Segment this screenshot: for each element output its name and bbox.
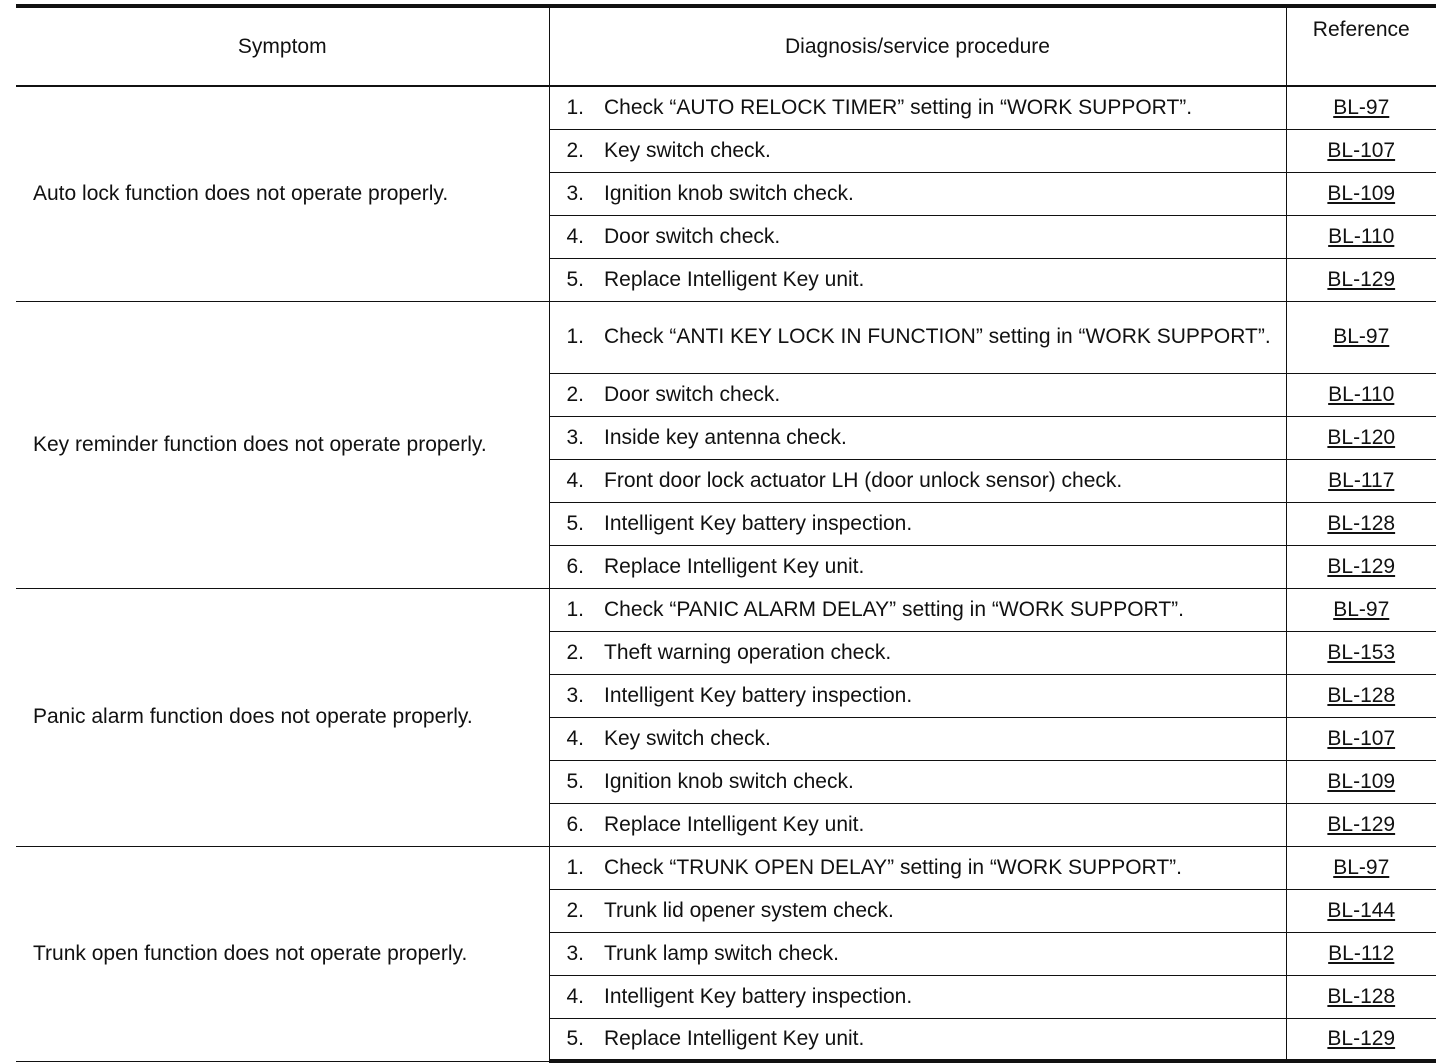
- step-text: Trunk lamp switch check.: [604, 932, 1286, 975]
- step-text: Ignition knob switch check.: [604, 760, 1286, 803]
- step-text: Replace Intelligent Key unit.: [604, 258, 1286, 301]
- step-text: Intelligent Key battery inspection.: [604, 975, 1286, 1018]
- step-text: Intelligent Key battery inspection.: [604, 502, 1286, 545]
- table-row: [16, 588, 1436, 631]
- reference-header: Reference: [1286, 6, 1436, 86]
- step-number: 1.: [549, 588, 604, 631]
- step-text: Door switch check.: [604, 215, 1286, 258]
- step-number: 1.: [549, 846, 604, 889]
- reference-link[interactable]: BL-117: [1328, 468, 1395, 492]
- reference-link[interactable]: BL-97: [1333, 597, 1390, 621]
- reference-cell: [1286, 373, 1436, 416]
- reference-cell: [1286, 129, 1436, 172]
- step-text: Check “AUTO RELOCK TIMER” setting in “WORK SUPPORT”.: [604, 86, 1286, 129]
- reference-cell: [1286, 975, 1436, 1018]
- step-number: 6.: [549, 545, 604, 588]
- reference-link[interactable]: BL-97: [1333, 855, 1390, 879]
- reference-cell: [1286, 889, 1436, 932]
- reference-link[interactable]: BL-109: [1327, 769, 1396, 793]
- step-text: Replace Intelligent Key unit.: [604, 803, 1286, 846]
- step-number: 2.: [549, 631, 604, 674]
- step-text: Check “TRUNK OPEN DELAY” setting in “WORK SUPPORT”.: [604, 846, 1286, 889]
- step-text: Key switch check.: [604, 717, 1286, 760]
- step-text: Check “PANIC ALARM DELAY” setting in “WORK SUPPORT”.: [604, 588, 1286, 631]
- reference-link[interactable]: BL-109: [1327, 181, 1396, 205]
- step-number: 1.: [549, 301, 604, 373]
- reference-cell: [1286, 459, 1436, 502]
- step-number: 3.: [549, 674, 604, 717]
- reference-link[interactable]: BL-110: [1328, 382, 1395, 406]
- symptom-cell: Auto lock function does not operate properly.: [16, 86, 549, 301]
- reference-cell: [1286, 760, 1436, 803]
- step-number: 5.: [549, 258, 604, 301]
- step-number: 2.: [549, 129, 604, 172]
- reference-link[interactable]: BL-97: [1333, 95, 1390, 119]
- step-text: Ignition knob switch check.: [604, 172, 1286, 215]
- table-row: [16, 846, 1436, 889]
- step-number: 3.: [549, 172, 604, 215]
- symptom-cell: Panic alarm function does not operate properly.: [16, 588, 549, 846]
- step-number: 4.: [549, 717, 604, 760]
- diagnosis-table: [16, 4, 1436, 1063]
- table-body: [16, 86, 1436, 1061]
- reference-cell: [1286, 846, 1436, 889]
- reference-link[interactable]: BL-129: [1327, 267, 1396, 291]
- step-number: 2.: [549, 373, 604, 416]
- reference-cell: [1286, 932, 1436, 975]
- step-number: 3.: [549, 932, 604, 975]
- procedure-header: Diagnosis/service procedure: [549, 6, 1286, 86]
- reference-link[interactable]: BL-129: [1327, 812, 1396, 836]
- step-text: Front door lock actuator LH (door unlock sensor) check.: [604, 459, 1286, 502]
- reference-cell: [1286, 803, 1436, 846]
- step-text: Trunk lid opener system check.: [604, 889, 1286, 932]
- step-text: Replace Intelligent Key unit.: [604, 1018, 1286, 1061]
- step-text: Replace Intelligent Key unit.: [604, 545, 1286, 588]
- step-number: 6.: [549, 803, 604, 846]
- reference-link[interactable]: BL-120: [1327, 425, 1396, 449]
- reference-cell: [1286, 588, 1436, 631]
- reference-cell: [1286, 416, 1436, 459]
- reference-cell: [1286, 172, 1436, 215]
- reference-cell: [1286, 86, 1436, 129]
- reference-cell: [1286, 301, 1436, 373]
- reference-cell: [1286, 215, 1436, 258]
- reference-link[interactable]: BL-97: [1333, 325, 1390, 348]
- header-row: [16, 6, 1436, 86]
- step-number: 1.: [549, 86, 604, 129]
- reference-cell: [1286, 1018, 1436, 1061]
- reference-link[interactable]: BL-110: [1328, 224, 1395, 248]
- reference-link[interactable]: BL-112: [1328, 941, 1395, 965]
- step-number: 3.: [549, 416, 604, 459]
- step-text: Key switch check.: [604, 129, 1286, 172]
- reference-cell: [1286, 674, 1436, 717]
- step-number: 4.: [549, 215, 604, 258]
- reference-link[interactable]: BL-128: [1327, 683, 1396, 707]
- step-number: 4.: [549, 975, 604, 1018]
- table-row: [16, 301, 1436, 373]
- step-text: Inside key antenna check.: [604, 416, 1286, 459]
- reference-cell: [1286, 631, 1436, 674]
- step-text: Intelligent Key battery inspection.: [604, 674, 1286, 717]
- symptom-cell: Key reminder function does not operate properly.: [16, 301, 549, 588]
- step-number: 5.: [549, 760, 604, 803]
- reference-cell: [1286, 258, 1436, 301]
- reference-link[interactable]: BL-107: [1327, 138, 1396, 162]
- reference-link[interactable]: BL-129: [1327, 554, 1396, 578]
- table-row: [16, 86, 1436, 129]
- reference-link[interactable]: BL-129: [1327, 1026, 1396, 1050]
- step-text: Door switch check.: [604, 373, 1286, 416]
- step-number: 5.: [549, 502, 604, 545]
- reference-link[interactable]: BL-153: [1327, 640, 1396, 664]
- step-text: Check “ANTI KEY LOCK IN FUNCTION” setting in “WORK SUPPORT”.: [604, 301, 1286, 373]
- symptom-cell: Trunk open function does not operate properly.: [16, 846, 549, 1061]
- symptom-header: Symptom: [16, 6, 549, 86]
- reference-link[interactable]: BL-128: [1327, 511, 1396, 535]
- step-number: 4.: [549, 459, 604, 502]
- reference-cell: [1286, 717, 1436, 760]
- step-text: Theft warning operation check.: [604, 631, 1286, 674]
- reference-link[interactable]: BL-144: [1327, 898, 1396, 922]
- reference-link[interactable]: BL-128: [1327, 984, 1396, 1008]
- reference-link[interactable]: BL-107: [1327, 726, 1396, 750]
- reference-cell: [1286, 545, 1436, 588]
- reference-cell: [1286, 502, 1436, 545]
- step-number: 2.: [549, 889, 604, 932]
- step-number: 5.: [549, 1018, 604, 1061]
